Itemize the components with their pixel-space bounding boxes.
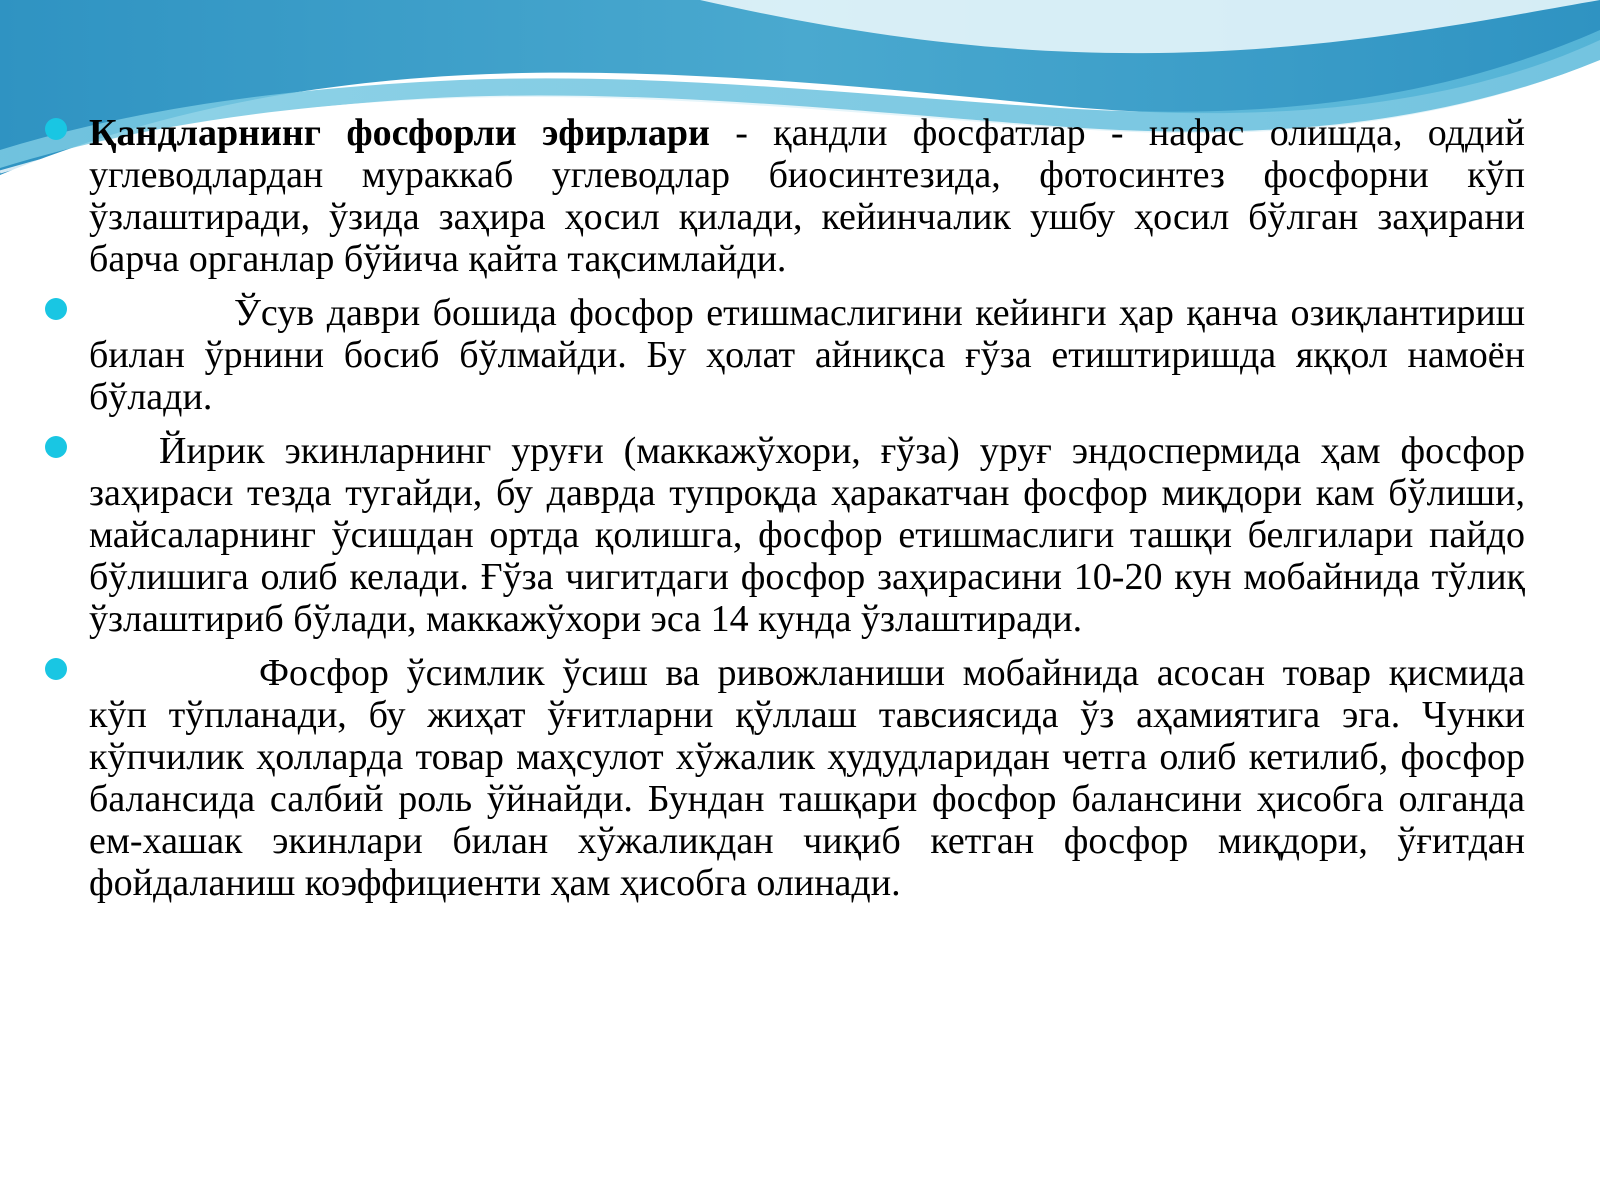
bullet-item [40, 112, 1525, 280]
slide-content [40, 112, 1525, 916]
item-text: Фосфор ўсимлик ўсиш ва ривожланиши мобайнида асосан товар қисмида кўп тўпланади, бу жиҳат ўғитларни қўллаш тавсиясида ўз аҳамиятига эга. Чунки кўпчилик ҳолларда товар маҳсулот хўжалик ҳудудларидан четга олиб кетилиб, фосфор балансида салбий роль ўйнайди. Бундан ташқари фосфор балансини ҳисобга олганда ем-хашак экинлари билан хўжаликдан чиқиб кетган фосфор миқдори, ўғитдан фойдаланиш коэффициенти ҳам ҳисобга олинади. [89, 652, 1525, 904]
round-bullet-icon [45, 118, 67, 140]
round-bullet-icon [45, 658, 67, 680]
round-bullet-icon [45, 436, 67, 458]
bullet-item [40, 292, 1525, 418]
bullet-item [40, 652, 1525, 904]
bullet-item [40, 430, 1525, 640]
item-title: Қандларнинг фосфорли эфирлари [89, 112, 710, 154]
item-text: - қандли фосфатлар - нафас олишда, оддий углеводлардан мураккаб углеводлар биосинтезида, фотосинтез фосфорни кўп ўзлаштиради, ўзида заҳира ҳосил қилади, кейинчалик ушбу ҳосил бўлган заҳирани барча органлар бўйича қайта тақсимлайди. [89, 112, 1525, 280]
item-text: Ўсув даври бошида фосфор етишмаслигини кейинги ҳар қанча озиқлантириш билан ўрнини босиб бўлмайди. Бу ҳолат айниқса ғўза етиштиришда яққол намоён бўлади. [89, 292, 1525, 418]
round-bullet-icon [45, 298, 67, 320]
item-text: Йирик экинларнинг уруғи (маккажўхори, ғўза) уруғ эндоспермида ҳам фосфор заҳираси тезда тугайди, бу даврда тупроқда ҳаракатчан фосфор миқдори кам бўлиши, майсаларнинг ўсишдан ортда қолишга, фосфор етишмаслиги ташқи белгилари пайдо бўлишига олиб келади. Ғўза чигитдаги фосфор заҳирасини 10-20 кун мобайнида тўлиқ ўзлаштириб бўлади, маккажўхори эса 14 кунда ўзлаштиради. [89, 430, 1525, 640]
